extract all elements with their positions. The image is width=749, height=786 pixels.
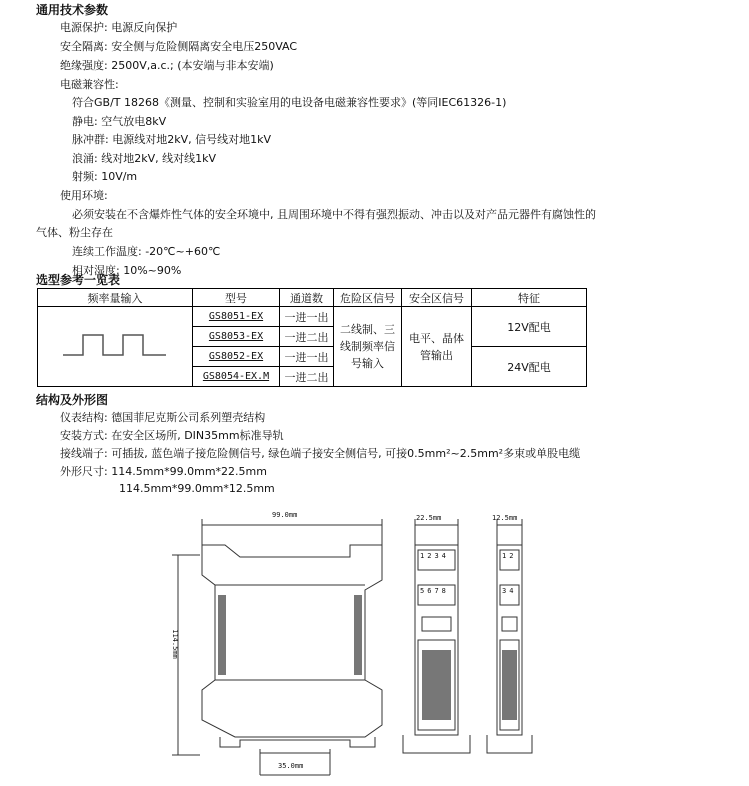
emc-title: 电磁兼容性:: [60, 78, 119, 91]
header-feature: 特征: [472, 289, 587, 307]
model-cell: GS8051-EX: [193, 307, 280, 327]
height-dimension-label: 114.5mm: [170, 629, 179, 659]
header-channels: 通道数: [280, 289, 334, 307]
tech-section-title: 通用技术参数: [36, 3, 109, 17]
mounting-text: 安装方式: 在安全区场所, DIN35mm标准导轨: [60, 429, 284, 442]
terminal-numbers-bottom-right: 34: [502, 587, 517, 595]
feature-12v-cell: 12V配电: [472, 307, 587, 347]
outline-drawing: [160, 505, 540, 785]
danger-signal-cell: 二线制、三线制频率信号输入: [334, 307, 402, 387]
terminals-text: 接线端子: 可插拔, 蓝色端子接危险侧信号, 绿色端子接安全侧信号, 可接0.5mm²~2.5mm²多束或单股电缆: [60, 447, 581, 460]
header-safe-signal: 安全区信号: [402, 289, 472, 307]
rail-dimension-label: 35.0mm: [278, 762, 304, 770]
channel-cell: 一进二出: [280, 327, 334, 347]
power-protect-text: 电源保护: 电源反向保护: [60, 21, 178, 34]
width-dimension-label: 99.0mm: [272, 511, 298, 519]
dimensions-text-1: 外形尺寸: 114.5mm*99.0mm*22.5mm: [60, 465, 267, 478]
emc-standard-text: 符合GB/T 18268《测量、控制和实验室用的电设备电磁兼容性要求》(等同IEC61326-1): [72, 96, 507, 109]
selection-table: [37, 288, 587, 387]
static-text: 静电: 空气放电8kV: [72, 115, 167, 128]
env-desc-line-1: 必须安装在不含爆炸性气体的安全环境中, 且周围环境中不得有强烈振动、冲击以及对产品元器件有腐蚀性的: [72, 208, 596, 221]
table-header-row: [38, 289, 587, 307]
terminal-numbers-top-right: 12: [502, 552, 517, 560]
env-title: 使用环境:: [60, 189, 108, 202]
header-freq-input: 频率量输入: [38, 289, 193, 307]
header-model: 型号: [193, 289, 280, 307]
front-width-2-label: 12.5mm: [492, 514, 518, 522]
pulse-waveform-cell: [38, 307, 193, 387]
surge-text: 浪涌: 线对地2kV, 线对线1kV: [72, 152, 216, 165]
table-row: [38, 307, 587, 327]
work-temp-text: 连续工作温度: -20℃~+60℃: [72, 245, 221, 258]
pulse-text: 脉冲群: 电源线对地2kV, 信号线对地1kV: [72, 133, 271, 146]
terminal-numbers-bottom-left: 5678: [420, 587, 449, 595]
model-cell: GS8053-EX: [193, 327, 280, 347]
dimensions-text-2: 114.5mm*99.0mm*12.5mm: [119, 482, 275, 495]
instrument-structure-text: 仪表结构: 德国菲尼克斯公司系列塑壳结构: [60, 411, 266, 424]
humidity-text: 相对湿度: 10%~90%: [72, 264, 182, 277]
terminal-numbers-top-left: 1234: [420, 552, 449, 560]
pulse-waveform-icon: [38, 307, 192, 383]
env-desc-line-2: 气体、粉尘存在: [36, 226, 113, 239]
model-cell: GS8052-EX: [193, 347, 280, 367]
model-cell: GS8054-EX.M: [193, 367, 280, 387]
header-danger-signal: 危险区信号: [334, 289, 402, 307]
rf-text: 射频: 10V/m: [72, 170, 138, 183]
front-width-label: 22.5mm: [416, 514, 442, 522]
feature-24v-cell: 24V配电: [472, 347, 587, 387]
insulation-text: 绝缘强度: 2500V,a.c.; (本安端与非本安端): [60, 59, 274, 72]
isolation-text: 安全隔离: 安全侧与危险侧隔离安全电压250VAC: [60, 40, 298, 53]
struct-section-title: 结构及外形图: [36, 393, 109, 407]
channel-cell: 一进二出: [280, 367, 334, 387]
channel-cell: 一进一出: [280, 307, 334, 327]
safe-signal-cell: 电平、晶体管输出: [402, 307, 472, 387]
channel-cell: 一进一出: [280, 347, 334, 367]
select-section-title: 选型参考一览表: [36, 273, 121, 287]
